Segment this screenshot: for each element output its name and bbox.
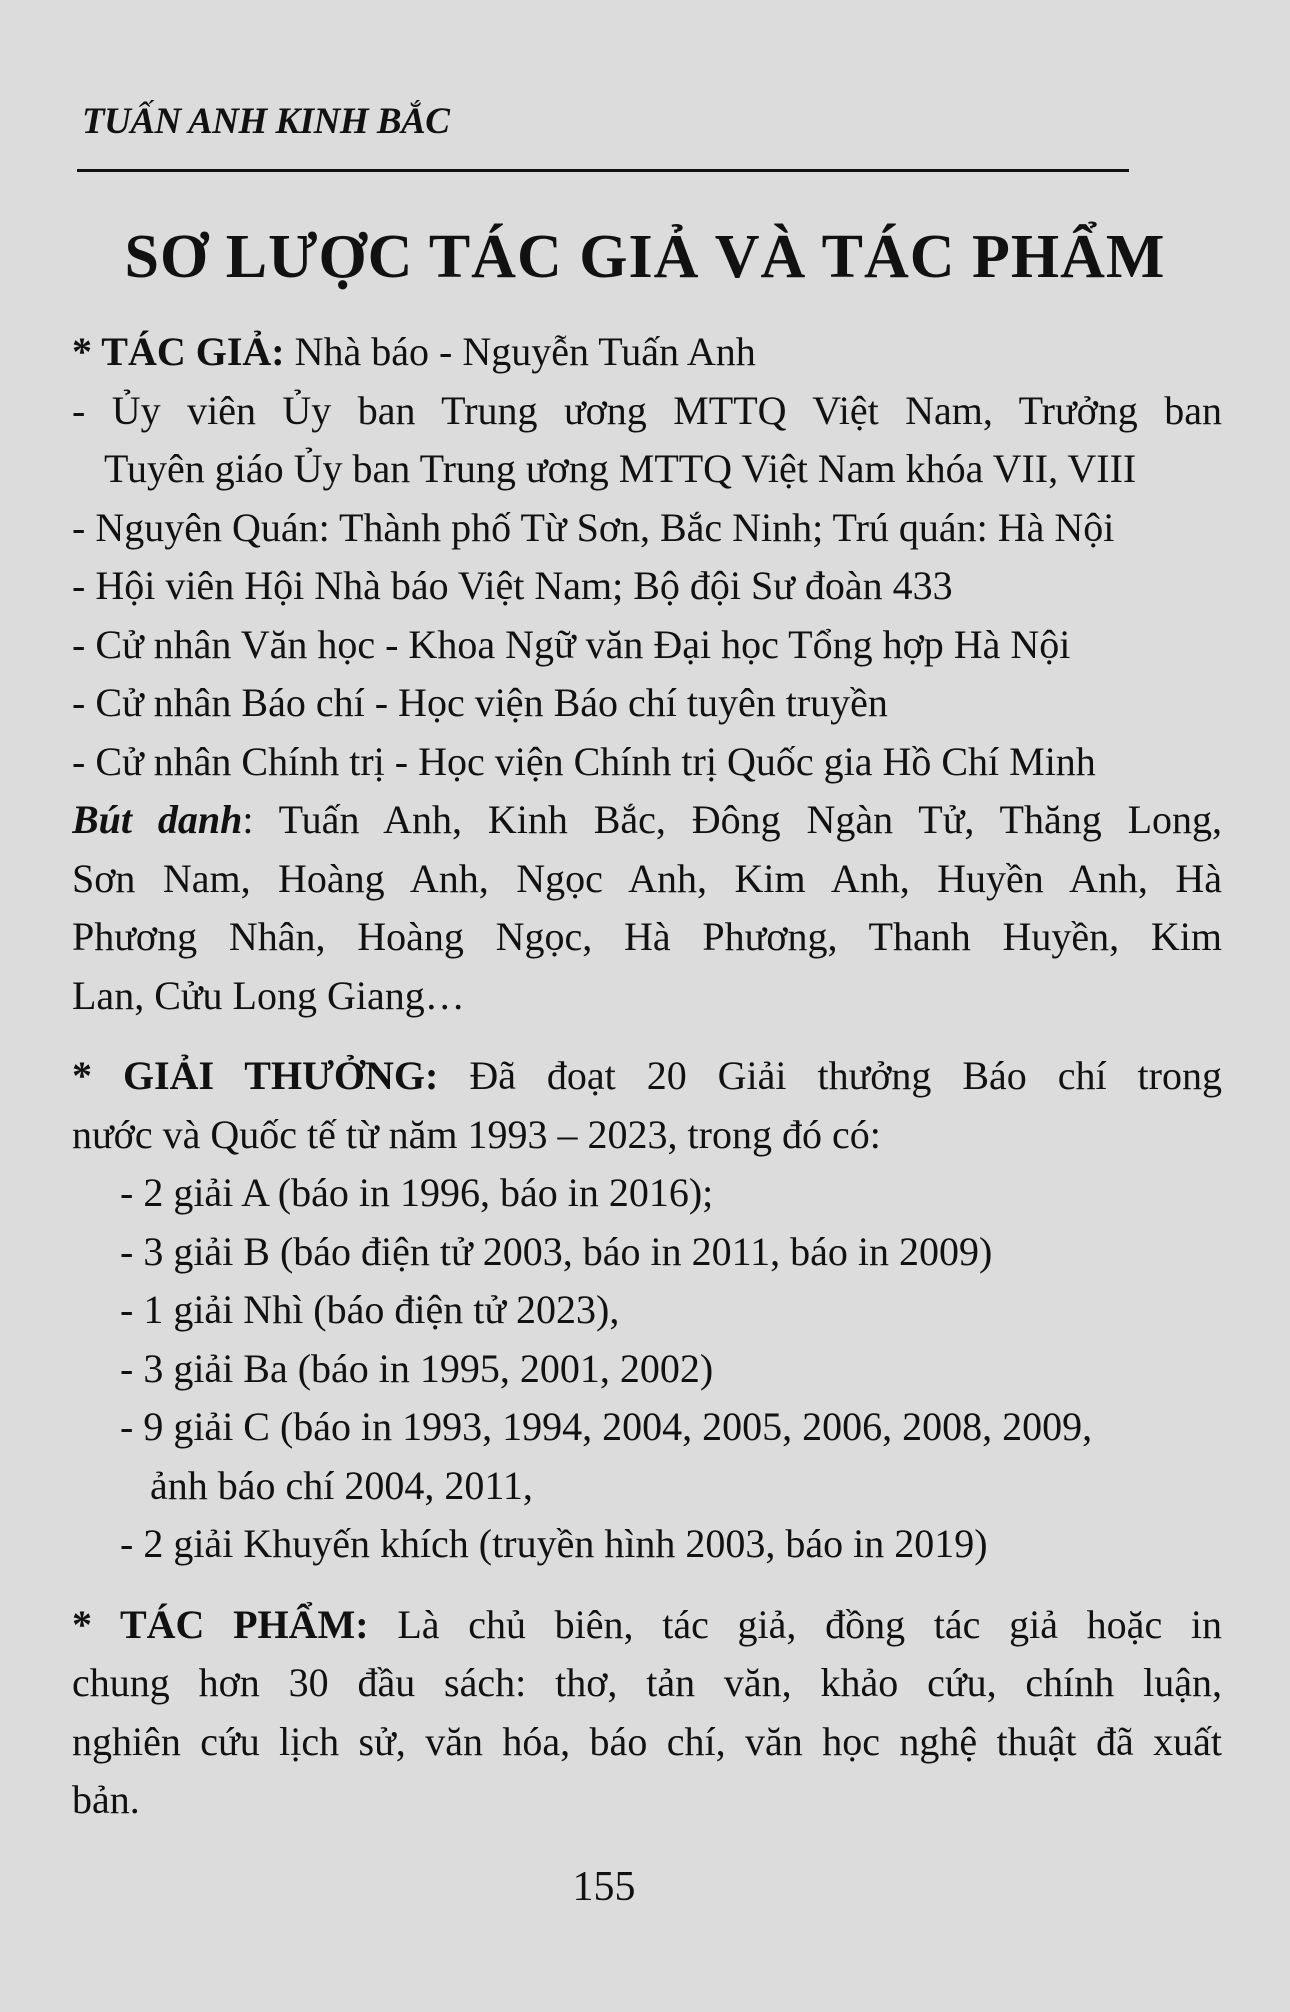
section-gap [72,1574,1222,1596]
pen-names-line: Phương Nhân, Hoàng Ngọc, Hà Phương, Thanh Huyền, Kim [72,914,1222,959]
running-header: TUẤN ANH KINH BẮC [82,101,450,142]
awards-heading-line [72,1047,1222,1106]
award-item: - 1 giải Nhì (báo điện tử 2023), [120,1287,620,1332]
header-rule [77,169,1129,172]
award-item-continuation: ảnh báo chí 2004, 2011, [150,1462,533,1508]
works-line: chung hơn 30 đầu sách: thơ, tản văn, khảo cứu, chính luận, [72,1660,1222,1705]
works-text: Là chủ biên, tác giả, đồng tác giả hoặc in [368,1601,1222,1647]
works-line: nghiên cứu lịch sử, văn hóa, báo chí, văn học nghệ thuật đã xuất [72,1718,1222,1764]
author-item-continuation: Tuyên giáo Ủy ban Trung ương MTTQ Việt Nam khóa VII, VIII [104,446,1137,491]
award-item: - 9 giải C (báo in 1993, 1994, 2004, 2005, 2006, 2008, 2009, [120,1404,1093,1449]
author-text: Nhà báo - Nguyễn Tuấn Anh [284,329,756,374]
awards-intro-line: nước và Quốc tế từ năm 1993 – 2023, trong đó có: [72,1111,881,1157]
author-item: - Ủy viên Ủy ban Trung ương MTTQ Việt Nam, Trưởng ban [72,387,1222,433]
award-item: - 3 giải B (báo điện tử 2003, báo in 2011, báo in 2009) [120,1228,993,1274]
author-item: - Cử nhân Chính trị - Học viện Chính trị Quốc gia Hồ Chí Minh [72,738,1096,784]
author-heading-line [72,323,1222,382]
award-item: - 3 giải Ba (báo in 1995, 2001, 2002) [120,1345,714,1391]
author-item: - Cử nhân Báo chí - Học viện Báo chí tuyên truyền [72,680,888,725]
page-number: 155 [572,1864,636,1910]
pen-names-text: : Tuấn Anh, Kinh Bắc, Đông Ngàn Tử, Thăng Long, [242,797,1222,842]
author-label: * TÁC GIẢ: [72,329,285,374]
page-body [72,323,1222,1830]
pen-names-line: Lan, Cửu Long Giang… [72,972,465,1018]
pen-names-label: Bút danh [72,797,243,842]
works-label: * TÁC PHẨM: [72,1601,369,1647]
section-gap [72,1025,1222,1047]
works-heading-line [72,1596,1222,1655]
award-item: - 2 giải Khuyến khích (truyền hình 2003, báo in 2019) [120,1521,988,1566]
pen-names-line [72,791,1222,850]
author-item: - Nguyên Quán: Thành phố Từ Sơn, Bắc Ninh; Trú quán: Hà Nội [72,504,1115,550]
works-line: bản. [72,1777,140,1822]
page-title: SƠ LƯỢC TÁC GIẢ VÀ TÁC PHẨM [124,223,1166,291]
awards-label: * GIẢI THƯỞNG: [72,1053,439,1098]
pen-names-line: Sơn Nam, Hoàng Anh, Ngọc Anh, Kim Anh, Huyền Anh, Hà [72,855,1222,901]
awards-intro: Đã đoạt 20 Giải thưởng Báo chí trong [438,1053,1222,1098]
author-item: - Hội viên Hội Nhà báo Việt Nam; Bộ đội Sư đoàn 433 [72,563,953,608]
award-item: - 2 giải A (báo in 1996, báo in 2016); [120,1170,714,1215]
author-item: - Cử nhân Văn học - Khoa Ngữ văn Đại học Tổng hợp Hà Nội [72,621,1071,667]
